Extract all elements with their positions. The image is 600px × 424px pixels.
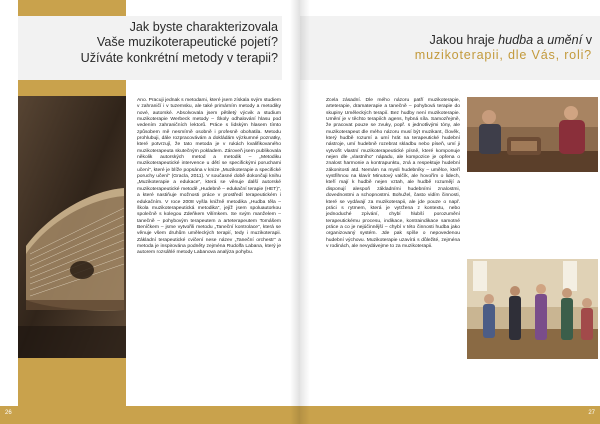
- left-heading-line: Vaše muzikoterapeutické pojetí?: [96, 35, 278, 50]
- right-footer-bar: [300, 406, 600, 424]
- left-gutter-shadow: [290, 0, 300, 424]
- group-dance-photo: [467, 259, 598, 359]
- left-heading-line: Jak byste charakterizovala: [129, 20, 278, 34]
- left-footer-bar: [0, 406, 300, 424]
- left-heading-line: Užíváte konkrétní metody v terapii?: [80, 50, 278, 65]
- right-heading-line1: [310, 33, 592, 48]
- zither-photo: [18, 96, 126, 358]
- right-heading-line2: muzikoterapii, dle Vás, roli?: [414, 48, 592, 63]
- left-page-number: 26: [5, 410, 12, 416]
- right-heading-suffix: v: [582, 33, 592, 47]
- right-heading-word-umeni: umění: [547, 33, 583, 47]
- right-page-number: 27: [588, 410, 595, 416]
- right-page: [300, 0, 600, 424]
- right-heading: [310, 33, 592, 64]
- left-body-text: Ano. Pracuji jednak s metodami, které jsem získala svým studiem v zahraničí i v tuzemsku, ale také primárním metody a metodiky nové, autorské. Absolvovala jsem pětiletý výcvik a studium muzikoterapie Werbeck metody – Školy odhalování hlasu pod vedením zahraničních lektorů. Práce s lidským hlasem tímto způsobem mě nesmírně osobně i profesně obohatila. Metodu prohlubuji, dále rozpracovávám a dokládám výzkumné poznatky, které potvrzují, že tato metoda je v rukách kvalifikovaného muzikoterapeuta skutečným pokladem. Zároveň jsem publikovala několik autorských metod a metodik – „Metodiku muzikoterapeutické intervence u dětí se specifickými poruchami učení“, které je blíže popsána v knize „Muzikoterapie a specifické poruchy učení“ (Gracla, 2011). V současné době dokončuji knihu „Muzikoterapie a edukace“, která se věnuje další autorské muzikoterapeutické metodě „Hudebně – edukační terapie (HET)“, a které nastiňuje možnosti práce v prostředí terapeutickém i edukačním. V roce 2008 vyšla knižně metodika „Hudba těla – škola muzikoterapeutická metodika“, jejíž jsem spoluautorkou společně s kolegou Zdeňkem Vilímkem. Se svým manželem – tanečně – pohybovým terapeutem a arteterapeutem Tomášem Beníčkem – jsme vytvořili metodu „Taneční kontrolace“, která se věnuje všem druhům uměleckých terapií, tedy i muzikoterapii. Základní terapeutické cvičení nese název „Taneční orchestr“ a metoda je inspirována podněty zejména Rudolfa Labana, který je autorem rozsáhlé metody Labanova analýza pohybu.: [137, 98, 281, 256]
- left-heading: [30, 20, 278, 66]
- right-heading-word-hudba: hudba: [498, 33, 534, 47]
- zither-illustration: [18, 96, 126, 358]
- therapy-session-photo: [467, 97, 598, 172]
- group-dance-illustration: [467, 259, 598, 359]
- right-heading-mid: a: [533, 33, 548, 47]
- right-body-text: Zcela zásadní. Dle mého názoru patří muzikoterapie, arteterapie, dramaterapie a tanečně – pohybová terapie do skupiny Uměleckých terapií. Bez hudby není muzikoterapie. Umění je v těchto terapiích agens, hybná síla. Samozřejmě, že pracovat pouze se zvuky, popř. s jednotlivými tóny, ale muzikoterapeut dle mého názoru musí být muzikant, člověk, který hudbě rozumí a umí hrát na terapeutické hudební nástroje, umí hudebně rozebrat skladbu nebo píseň, umí ji vytvořit vlastní muzikoterapeutické písně, které komponuje nejen dle „vlastního“ nápadu, ale kompozice je opřena o znalost harmonie a kontrapunktu, zná a respektuje hudební zákonitosti atd. Nemám na mysli hudebníky – umělce, kteří vystřihnou na klavír Minutový valčík, ale hovořím o lidech, kteří mají k hudbě nejen vztah, ale hudbě rozumějí a disponují alespoň základními hudebními znalostmi, dovednostmi a schopnostmi. Bohužel, často vidím činnosti, které se vydávají za muzikoterapii, ale jde pouze o např. práci s rytmem, která je vytržena z kontextu, nebo jednoduché zpívání, chybí hlubší porozumění terapeutickému procesu, indikace, kontraindikace samotné práce a co je nejúčinnější – chybí v této činnosti hudba jako organizovaný systém. Jde pak spíše o nepovedenou hudební výchovu. Muzikoterapie uzavírá s důležité, zejména v rodinách, ale nevydávejme to za muzikoterapii.: [326, 98, 460, 249]
- right-gutter-shadow: [300, 0, 310, 424]
- right-heading-prefix: Jakou hraje: [429, 33, 499, 47]
- therapy-session-illustration: [467, 97, 598, 172]
